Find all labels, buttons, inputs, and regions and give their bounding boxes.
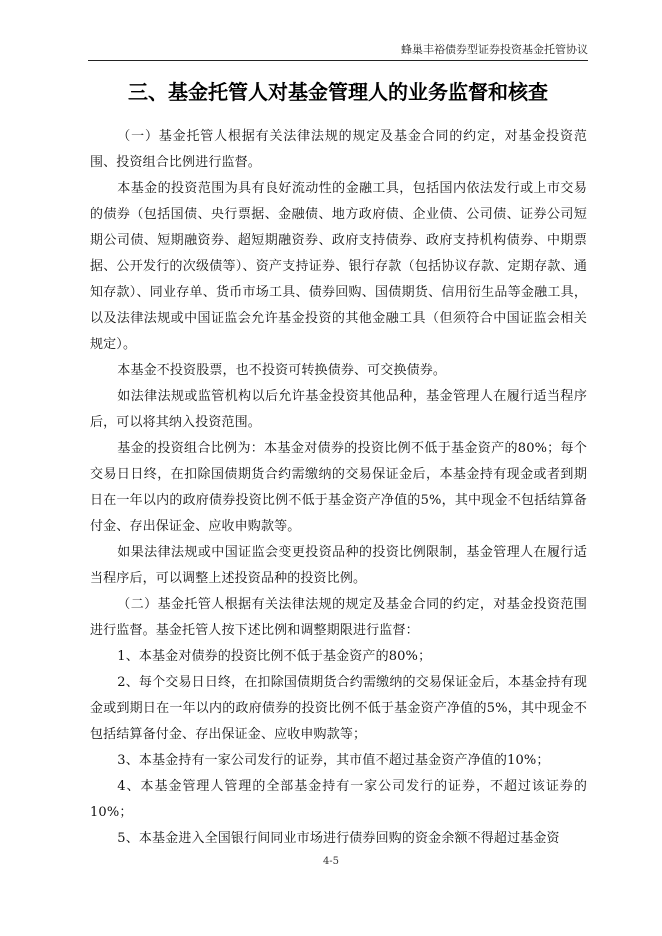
paragraph-6: 如果法律法规或中国证监会变更投资品种的投资比例限制，基金管理人在履行适当程序后，可以调整上述投资品种的投资比例。 <box>90 545 587 586</box>
list-item-3: 3、本基金持有一家公司发行的证券，其市值不超过基金资产净值的10%； <box>117 753 550 768</box>
list-item-2: 2、每个交易日日终，在扣除国债期货合约需缴纳的交易保证金后，本基金持有现金或到期日在一年以内的政府债券的投资比例不低于基金资产净值的5%，其中现金不包括结算备付金、存出保证金、应收申购款等； <box>90 675 587 742</box>
body-text <box>90 124 587 852</box>
paragraph-2: 本基金的投资范围为具有良好流动性的金融工具，包括国内依法发行或上市交易的债券（包括国债、央行票据、金融债、地方政府债、企业债、公司债、证券公司短期公司债、短期融资券、超短期融资券、政府支持债券、政府支持机构债券、中期票据、公开发行的次级债等）、资产支持证券、银行存款（包括协议存款、定期存款、通知存款）、同业存单、货币市场工具、债券回购、国债期货、信用衍生品等金融工具，以及法律法规或中国证监会允许基金投资的其他金融工具（但须符合中国证监会相关规定）。 <box>90 181 587 352</box>
list-item-1: 1、本基金对债券的投资比例不低于基金资产的80%； <box>117 649 432 664</box>
paragraph-1: （一）基金托管人根据有关法律法规的规定及基金合同的约定，对基金投资范围、投资组合比例进行监督。 <box>90 129 587 170</box>
header-divider <box>88 60 588 61</box>
paragraph-4: 如法律法规或监管机构以后允许基金投资其他品种，基金管理人在履行适当程序后，可以将其纳入投资范围。 <box>90 389 587 430</box>
list-item-5: 5、本基金进入全国银行间同业市场进行债券回购的资金余额不得超过基金资 <box>117 831 560 846</box>
paragraph-7: （二）基金托管人根据有关法律法规的规定及基金合同的约定，对基金投资范围进行监督。基金托管人按下述比例和调整期限进行监督： <box>90 597 587 638</box>
paragraph-3: 本基金不投资股票，也不投资可转换债券、可交换债券。 <box>117 363 447 378</box>
paragraph-5: 基金的投资组合比例为：本基金对债券的投资比例不低于基金资产的80%；每个交易日日终，在扣除国债期货合约需缴纳的交易保证金后，本基金持有现金或者到期日在一年以内的政府债券投资比例不低于基金资产净值的5%，其中现金不包括结算备付金、存出保证金、应收申购款等。 <box>90 441 587 534</box>
running-header: 蜂巢丰裕债券型证券投资基金托管协议 <box>401 43 588 56</box>
section-title: 三、基金托管人对基金管理人的业务监督和核查 <box>128 80 548 104</box>
list-item-4: 4、本基金管理人管理的全部基金持有一家公司发行的证券，不超过该证券的10%； <box>90 779 587 820</box>
page-number: 4-5 <box>322 856 340 867</box>
